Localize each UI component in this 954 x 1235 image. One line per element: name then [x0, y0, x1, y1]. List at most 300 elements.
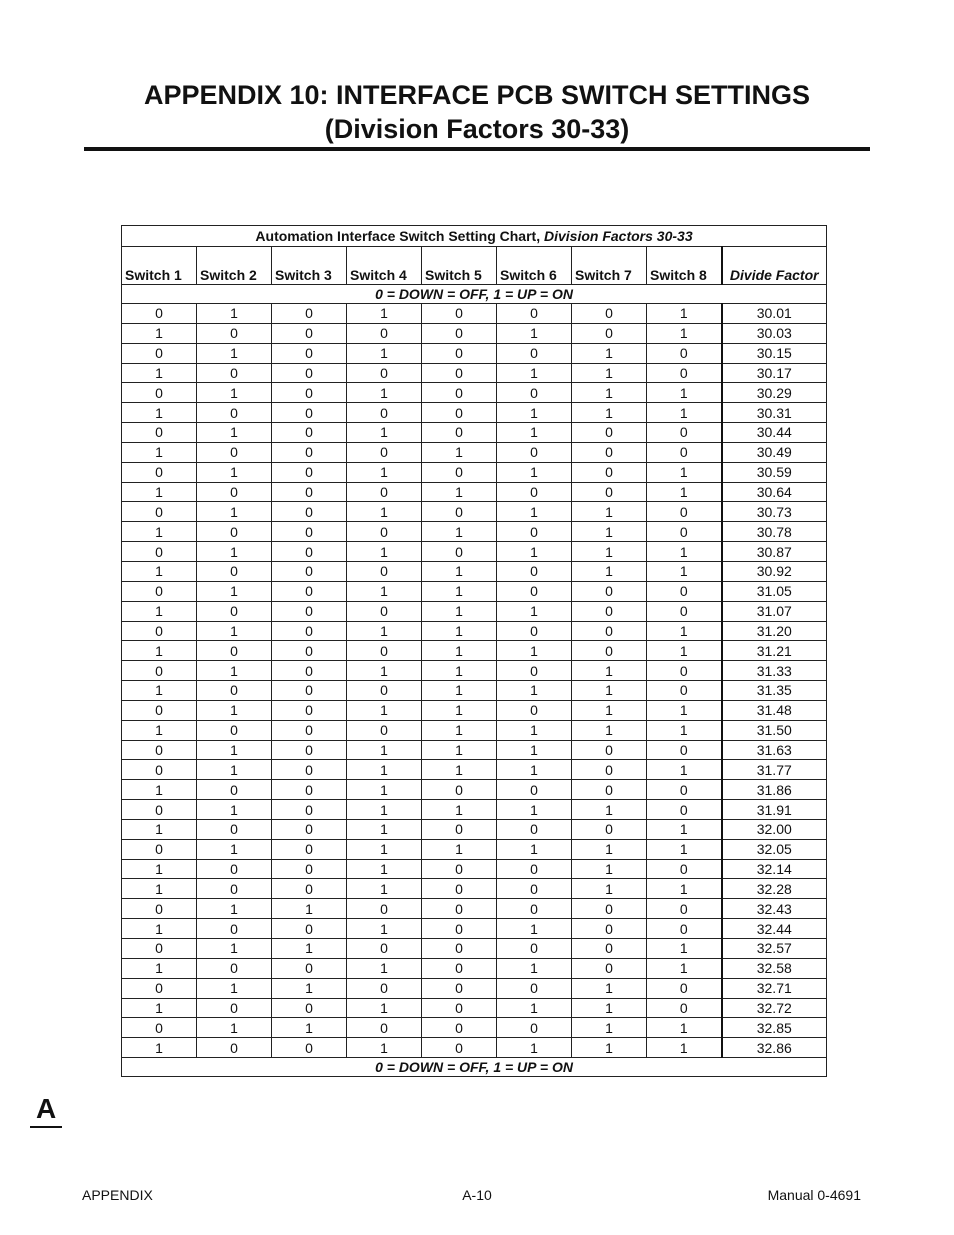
- divide-factor-cell: 31.86: [722, 780, 827, 800]
- switch-value-cell: 1: [347, 1038, 422, 1058]
- switch-value-cell: 1: [122, 561, 197, 581]
- switch-value-cell: 0: [422, 403, 497, 423]
- divide-factor-cell: 31.21: [722, 641, 827, 661]
- switch-value-cell: 1: [122, 780, 197, 800]
- column-header: Switch 3: [272, 265, 347, 285]
- switch-value-cell: 0: [422, 343, 497, 363]
- table-row: [122, 740, 827, 760]
- switch-value-cell: 1: [347, 581, 422, 601]
- switch-value-cell: 1: [572, 542, 647, 562]
- switch-value-cell: 0: [572, 899, 647, 919]
- switch-value-cell: 1: [347, 542, 422, 562]
- switch-value-cell: 1: [197, 978, 272, 998]
- switch-value-cell: 0: [497, 522, 572, 542]
- switch-value-cell: 1: [122, 879, 197, 899]
- divide-factor-cell: 30.03: [722, 323, 827, 343]
- table-row: [122, 323, 827, 343]
- switch-value-cell: 0: [572, 740, 647, 760]
- switch-value-cell: 0: [572, 641, 647, 661]
- switch-value-cell: 0: [272, 363, 347, 383]
- table-row: [122, 720, 827, 740]
- switch-value-cell: 1: [197, 304, 272, 324]
- switch-value-cell: 0: [647, 423, 722, 443]
- divide-factor-cell: 31.50: [722, 720, 827, 740]
- header-spacer-cell: [497, 247, 572, 266]
- switch-value-cell: 0: [347, 601, 422, 621]
- switch-value-cell: 0: [422, 323, 497, 343]
- switch-value-cell: 0: [272, 661, 347, 681]
- switch-value-cell: 1: [122, 1038, 197, 1058]
- switch-value-cell: 0: [347, 323, 422, 343]
- switch-value-cell: 0: [272, 462, 347, 482]
- switch-value-cell: 1: [422, 522, 497, 542]
- switch-value-cell: 1: [422, 482, 497, 502]
- table-caption-row: [122, 226, 827, 247]
- switch-value-cell: 0: [122, 581, 197, 601]
- switch-value-cell: 1: [347, 700, 422, 720]
- switch-value-cell: 1: [197, 899, 272, 919]
- switch-value-cell: 1: [122, 403, 197, 423]
- switch-value-cell: 1: [497, 542, 572, 562]
- switch-value-cell: 1: [422, 661, 497, 681]
- switch-value-cell: 1: [647, 462, 722, 482]
- switch-value-cell: 1: [347, 621, 422, 641]
- switch-value-cell: 0: [272, 442, 347, 462]
- table-row: [122, 760, 827, 780]
- divide-factor-cell: 31.77: [722, 760, 827, 780]
- switch-value-cell: 0: [197, 601, 272, 621]
- switch-value-cell: 0: [647, 978, 722, 998]
- table-row: [122, 819, 827, 839]
- page-title: [84, 78, 870, 146]
- switch-value-cell: 1: [647, 760, 722, 780]
- divide-factor-cell: 32.28: [722, 879, 827, 899]
- table-row: [122, 502, 827, 522]
- divide-factor-cell: 32.44: [722, 919, 827, 939]
- switch-value-cell: 1: [197, 383, 272, 403]
- switch-value-cell: 0: [197, 403, 272, 423]
- switch-value-cell: 0: [422, 502, 497, 522]
- switch-value-cell: 0: [497, 383, 572, 403]
- switch-value-cell: 0: [647, 681, 722, 701]
- switch-value-cell: 0: [422, 939, 497, 959]
- switch-value-cell: 0: [347, 403, 422, 423]
- switch-value-cell: 0: [572, 939, 647, 959]
- switch-value-cell: 1: [647, 561, 722, 581]
- switch-value-cell: 0: [347, 1018, 422, 1038]
- switch-value-cell: 0: [572, 760, 647, 780]
- divide-factor-cell: 32.71: [722, 978, 827, 998]
- switch-value-cell: 1: [647, 542, 722, 562]
- switch-value-cell: 1: [347, 859, 422, 879]
- switch-value-cell: 0: [347, 561, 422, 581]
- divide-factor-cell: 32.72: [722, 998, 827, 1018]
- switch-value-cell: 0: [272, 542, 347, 562]
- switch-value-cell: 1: [647, 700, 722, 720]
- switch-value-cell: 1: [197, 700, 272, 720]
- switch-value-cell: 0: [272, 780, 347, 800]
- switch-value-cell: 1: [572, 998, 647, 1018]
- switch-value-cell: 1: [572, 1018, 647, 1038]
- switch-value-cell: 1: [422, 681, 497, 701]
- switch-value-cell: 1: [347, 819, 422, 839]
- switch-value-cell: 1: [197, 621, 272, 641]
- divide-factor-cell: 31.07: [722, 601, 827, 621]
- switch-value-cell: 0: [272, 740, 347, 760]
- switch-value-cell: 1: [272, 1018, 347, 1038]
- switch-value-cell: 0: [272, 919, 347, 939]
- table-row: [122, 700, 827, 720]
- switch-value-cell: 0: [197, 780, 272, 800]
- switch-value-cell: 1: [197, 1018, 272, 1038]
- divide-factor-cell: 30.73: [722, 502, 827, 522]
- divide-factor-cell: 30.78: [722, 522, 827, 542]
- divide-factor-cell: 30.15: [722, 343, 827, 363]
- switch-value-cell: 0: [422, 899, 497, 919]
- switch-value-cell: 0: [272, 839, 347, 859]
- switch-value-cell: 0: [272, 819, 347, 839]
- switch-value-cell: 1: [122, 641, 197, 661]
- switch-value-cell: 0: [197, 641, 272, 661]
- table-row: [122, 304, 827, 324]
- switch-value-cell: 1: [197, 939, 272, 959]
- switch-legend-bottom: 0 = DOWN = OFF, 1 = UP = ON: [122, 1058, 827, 1077]
- switch-value-cell: 0: [122, 542, 197, 562]
- switch-value-cell: 1: [422, 621, 497, 641]
- switch-value-cell: 0: [197, 859, 272, 879]
- switch-value-cell: 1: [422, 581, 497, 601]
- divide-factor-cell: 30.49: [722, 442, 827, 462]
- switch-value-cell: 0: [197, 522, 272, 542]
- switch-value-cell: 1: [497, 323, 572, 343]
- switch-value-cell: 1: [122, 958, 197, 978]
- divide-factor-cell: 31.33: [722, 661, 827, 681]
- column-header: Switch 2: [197, 265, 272, 285]
- switch-value-cell: 0: [647, 800, 722, 820]
- switch-value-cell: 1: [197, 800, 272, 820]
- switch-value-cell: 0: [272, 343, 347, 363]
- switch-value-cell: 0: [272, 800, 347, 820]
- switch-value-cell: 1: [647, 641, 722, 661]
- switch-value-cell: 1: [272, 899, 347, 919]
- table-row: [122, 561, 827, 581]
- table-row: [122, 681, 827, 701]
- switch-value-cell: 0: [122, 700, 197, 720]
- switch-value-cell: 0: [422, 1018, 497, 1038]
- switch-value-cell: 0: [572, 621, 647, 641]
- table-row: [122, 661, 827, 681]
- table-row: [122, 899, 827, 919]
- switch-value-cell: 0: [272, 601, 347, 621]
- switch-value-cell: 1: [347, 998, 422, 1018]
- switch-value-cell: 1: [272, 978, 347, 998]
- switch-value-cell: 1: [647, 720, 722, 740]
- table-caption-main: Automation Interface Switch Setting Chart,: [255, 228, 544, 244]
- table-header-row: [122, 265, 827, 285]
- switch-value-cell: 0: [122, 304, 197, 324]
- switch-value-cell: 0: [347, 899, 422, 919]
- switch-value-cell: 0: [422, 819, 497, 839]
- switch-value-cell: 0: [422, 462, 497, 482]
- header-spacer-cell: [272, 247, 347, 266]
- switch-value-cell: 0: [272, 581, 347, 601]
- divide-factor-cell: 30.44: [722, 423, 827, 443]
- switch-value-cell: 0: [122, 423, 197, 443]
- column-header: Switch 7: [572, 265, 647, 285]
- switch-value-cell: 0: [572, 304, 647, 324]
- table-row: [122, 542, 827, 562]
- switch-value-cell: 1: [497, 462, 572, 482]
- divide-factor-cell: 32.00: [722, 819, 827, 839]
- switch-value-cell: 0: [347, 522, 422, 542]
- switch-value-cell: 0: [272, 482, 347, 502]
- switch-value-cell: 0: [122, 978, 197, 998]
- switch-value-cell: 1: [347, 879, 422, 899]
- switch-value-cell: 1: [272, 939, 347, 959]
- switch-value-cell: 1: [347, 740, 422, 760]
- divide-factor-cell: 31.63: [722, 740, 827, 760]
- switch-value-cell: 0: [572, 601, 647, 621]
- footer-manual-number: Manual 0-4691: [767, 1187, 861, 1203]
- switch-value-cell: 1: [347, 462, 422, 482]
- table-row: [122, 522, 827, 542]
- switch-value-cell: 0: [497, 442, 572, 462]
- switch-value-cell: 0: [422, 859, 497, 879]
- divide-factor-cell: 30.87: [722, 542, 827, 562]
- switch-value-cell: 0: [272, 700, 347, 720]
- switch-value-cell: 0: [497, 581, 572, 601]
- switch-value-cell: 0: [347, 720, 422, 740]
- switch-value-cell: 0: [647, 859, 722, 879]
- switch-value-cell: 1: [422, 720, 497, 740]
- switch-value-cell: 0: [347, 641, 422, 661]
- switch-value-cell: 1: [497, 641, 572, 661]
- switch-value-cell: 1: [122, 323, 197, 343]
- switch-value-cell: 1: [122, 998, 197, 1018]
- switch-value-cell: 0: [122, 383, 197, 403]
- switch-value-cell: 0: [347, 681, 422, 701]
- divide-factor-cell: 31.35: [722, 681, 827, 701]
- switch-value-cell: 1: [197, 423, 272, 443]
- switch-value-cell: 0: [647, 502, 722, 522]
- table-row: [122, 1038, 827, 1058]
- switch-value-cell: 1: [572, 522, 647, 542]
- table-row: [122, 482, 827, 502]
- switch-value-cell: 1: [497, 720, 572, 740]
- switch-value-cell: 0: [197, 879, 272, 899]
- header-spacer-cell: [197, 247, 272, 266]
- switch-value-cell: 1: [197, 542, 272, 562]
- switch-value-cell: 1: [572, 383, 647, 403]
- switch-value-cell: 1: [497, 502, 572, 522]
- table-caption: [122, 226, 827, 247]
- table-row: [122, 403, 827, 423]
- switch-value-cell: 0: [272, 681, 347, 701]
- switch-value-cell: 0: [497, 978, 572, 998]
- header-spacer-cell: [422, 247, 497, 266]
- switch-value-cell: 1: [122, 363, 197, 383]
- legend-row-bottom: [122, 1058, 827, 1077]
- switch-value-cell: 0: [197, 919, 272, 939]
- divide-factor-cell: 30.31: [722, 403, 827, 423]
- switch-value-cell: 1: [497, 363, 572, 383]
- table-row: [122, 581, 827, 601]
- switch-value-cell: 0: [197, 819, 272, 839]
- switch-value-cell: 0: [122, 621, 197, 641]
- switch-value-cell: 1: [647, 819, 722, 839]
- switch-value-cell: 1: [197, 740, 272, 760]
- switch-value-cell: 0: [347, 978, 422, 998]
- table-row: [122, 939, 827, 959]
- divide-factor-cell: 30.29: [722, 383, 827, 403]
- table-row: [122, 462, 827, 482]
- switch-value-cell: 0: [572, 819, 647, 839]
- switch-value-cell: 0: [572, 462, 647, 482]
- switch-value-cell: 0: [497, 661, 572, 681]
- table-row: [122, 800, 827, 820]
- switch-value-cell: 0: [272, 561, 347, 581]
- page-title-line-2: (Division Factors 30-33): [324, 114, 630, 144]
- switch-value-cell: 0: [572, 323, 647, 343]
- switch-value-cell: 1: [572, 681, 647, 701]
- table-row: [122, 641, 827, 661]
- switch-value-cell: 1: [647, 958, 722, 978]
- switch-value-cell: 0: [272, 323, 347, 343]
- table-header-spacer-row: [122, 247, 827, 266]
- switch-value-cell: 0: [422, 998, 497, 1018]
- switch-value-cell: 0: [497, 859, 572, 879]
- switch-value-cell: 1: [497, 998, 572, 1018]
- switch-value-cell: 0: [272, 879, 347, 899]
- footer-page-number: A-10: [462, 1187, 492, 1203]
- switch-value-cell: 0: [497, 939, 572, 959]
- divide-factor-cell: 30.59: [722, 462, 827, 482]
- header-spacer-cell: [722, 247, 827, 266]
- switch-value-cell: 0: [347, 482, 422, 502]
- switch-value-cell: 1: [497, 800, 572, 820]
- switch-value-cell: 0: [647, 661, 722, 681]
- switch-value-cell: 0: [197, 958, 272, 978]
- switch-value-cell: 0: [647, 581, 722, 601]
- divide-factor-cell: 30.64: [722, 482, 827, 502]
- switch-value-cell: 0: [647, 343, 722, 363]
- column-header: Switch 8: [647, 265, 722, 285]
- switch-value-cell: 0: [572, 780, 647, 800]
- switch-value-cell: 1: [497, 423, 572, 443]
- switch-value-cell: 0: [497, 780, 572, 800]
- footer-section-label: APPENDIX: [82, 1187, 153, 1203]
- switch-value-cell: 0: [122, 502, 197, 522]
- switch-value-cell: 0: [497, 343, 572, 363]
- switch-value-cell: 1: [647, 839, 722, 859]
- switch-value-cell: 0: [647, 740, 722, 760]
- switch-value-cell: 1: [572, 859, 647, 879]
- switch-value-cell: 0: [272, 502, 347, 522]
- switch-value-cell: 1: [497, 601, 572, 621]
- switch-value-cell: 0: [497, 899, 572, 919]
- switch-value-cell: 0: [422, 958, 497, 978]
- switch-setting-table: [121, 225, 827, 1077]
- header-spacer-cell: [347, 247, 422, 266]
- switch-value-cell: 0: [497, 561, 572, 581]
- switch-value-cell: 1: [497, 760, 572, 780]
- switch-value-cell: 1: [572, 561, 647, 581]
- switch-value-cell: 0: [422, 383, 497, 403]
- switch-value-cell: 1: [347, 343, 422, 363]
- switch-value-cell: 1: [122, 601, 197, 621]
- switch-value-cell: 1: [197, 581, 272, 601]
- switch-value-cell: 1: [122, 819, 197, 839]
- switch-value-cell: 0: [647, 998, 722, 1018]
- divide-factor-cell: 32.43: [722, 899, 827, 919]
- switch-value-cell: 0: [422, 304, 497, 324]
- switch-value-cell: 1: [122, 859, 197, 879]
- switch-value-cell: 1: [347, 423, 422, 443]
- switch-value-cell: 1: [347, 958, 422, 978]
- section-tab-underline: [30, 1126, 62, 1128]
- switch-value-cell: 0: [422, 978, 497, 998]
- switch-value-cell: 0: [122, 661, 197, 681]
- switch-value-cell: 1: [422, 760, 497, 780]
- switch-value-cell: 0: [197, 681, 272, 701]
- switch-value-cell: 1: [572, 720, 647, 740]
- switch-value-cell: 1: [572, 700, 647, 720]
- switch-value-cell: 1: [572, 343, 647, 363]
- switch-value-cell: 0: [572, 581, 647, 601]
- switch-value-cell: 0: [272, 304, 347, 324]
- switch-value-cell: 1: [122, 442, 197, 462]
- table-row: [122, 978, 827, 998]
- table-row: [122, 998, 827, 1018]
- column-header: Switch 6: [497, 265, 572, 285]
- switch-value-cell: 0: [272, 621, 347, 641]
- divide-factor-cell: 31.20: [722, 621, 827, 641]
- switch-value-cell: 1: [647, 621, 722, 641]
- switch-value-cell: 1: [647, 383, 722, 403]
- switch-value-cell: 0: [647, 442, 722, 462]
- switch-value-cell: 1: [422, 641, 497, 661]
- switch-value-cell: 1: [572, 1038, 647, 1058]
- switch-value-cell: 1: [122, 482, 197, 502]
- switch-value-cell: 0: [497, 700, 572, 720]
- divide-factor-cell: 31.91: [722, 800, 827, 820]
- switch-value-cell: 1: [647, 1018, 722, 1038]
- divide-factor-cell: 32.86: [722, 1038, 827, 1058]
- switch-value-cell: 0: [647, 780, 722, 800]
- switch-value-cell: 1: [422, 561, 497, 581]
- switch-value-cell: 0: [197, 561, 272, 581]
- switch-value-cell: 1: [497, 919, 572, 939]
- switch-value-cell: 1: [497, 740, 572, 760]
- switch-value-cell: 0: [647, 601, 722, 621]
- switch-value-cell: 1: [647, 323, 722, 343]
- switch-value-cell: 0: [572, 958, 647, 978]
- switch-value-cell: 1: [497, 839, 572, 859]
- divide-factor-cell: 32.57: [722, 939, 827, 959]
- switch-value-cell: 0: [422, 1038, 497, 1058]
- switch-value-cell: 0: [497, 819, 572, 839]
- switch-value-cell: 0: [572, 442, 647, 462]
- column-header: Switch 1: [122, 265, 197, 285]
- table-row: [122, 423, 827, 443]
- switch-value-cell: 1: [347, 383, 422, 403]
- switch-value-cell: 1: [347, 780, 422, 800]
- switch-value-cell: 0: [197, 363, 272, 383]
- switch-value-cell: 1: [572, 502, 647, 522]
- table-row: [122, 601, 827, 621]
- switch-value-cell: 1: [572, 839, 647, 859]
- switch-value-cell: 1: [347, 839, 422, 859]
